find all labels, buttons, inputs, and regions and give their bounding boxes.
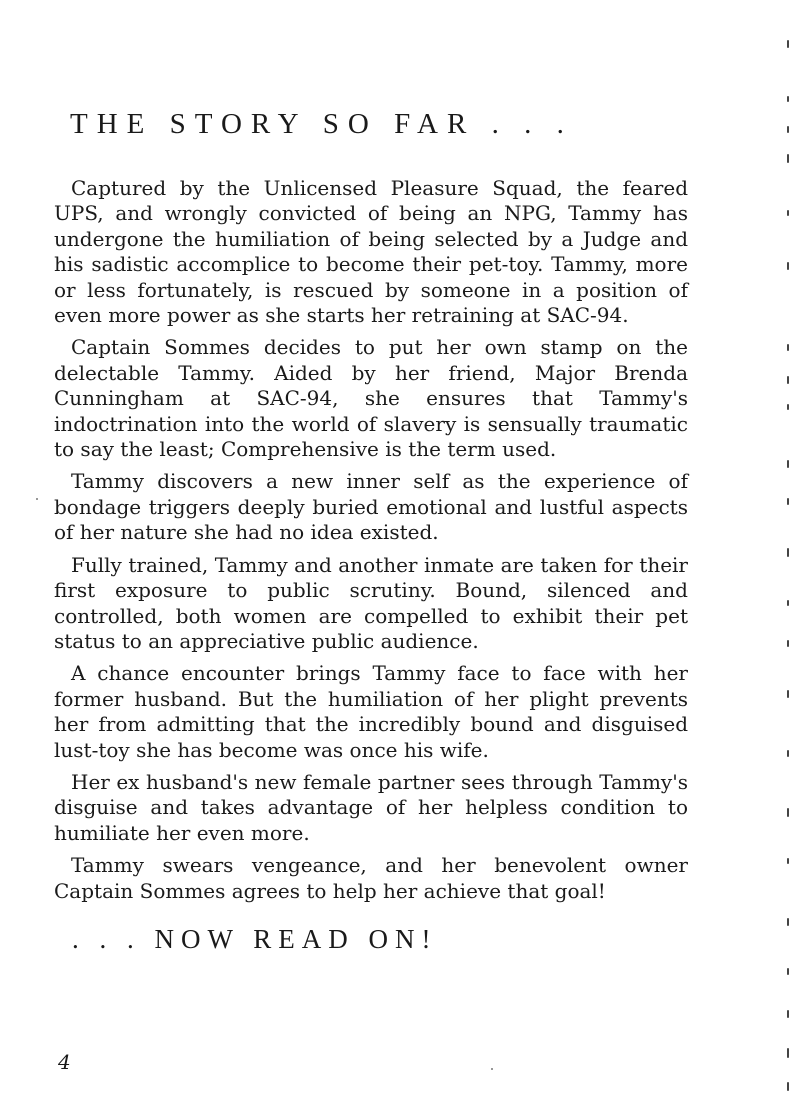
summary-paragraph: Her ex husband's new female partner sees through Tammy's disguise and takes advantage of her helpless condition to humiliate her even more.	[54, 769, 688, 845]
summary-paragraph: A chance encounter brings Tammy face to face with her former husband. But the humiliation of her plight prevents her from admitting that the incredibly bound and disguised lust-toy she has become was once his wife.	[54, 661, 688, 762]
story-summary	[54, 176, 688, 911]
summary-paragraph: Fully trained, Tammy and another inmate are taken for their first exposure to public scrutiny. Bound, silenced and controlled, both women are compelled to exhibit their pet status to an appreciative public audience.	[54, 552, 688, 653]
page-number: 4	[58, 1050, 71, 1074]
summary-paragraph: Tammy swears vengeance, and her benevolent owner Captain Sommes agrees to help her achieve that goal!	[54, 853, 688, 903]
summary-paragraph: Captain Sommes decides to put her own stamp on the delectable Tammy. Aided by her friend, Major Brenda Cunningham at SAC-94, she ensures that Tammy's indoctrination into the world of slavery is sensually traumatic to say the least; Comprehensive is the term used.	[54, 335, 688, 462]
summary-paragraph: Tammy discovers a new inner self as the experience of bondage triggers deeply buried emotional and lustful aspects of her nature she had no idea existed.	[54, 469, 688, 545]
scan-edge-marks	[787, 0, 794, 1120]
closing-line: . . . NOW READ ON!	[72, 924, 438, 954]
summary-paragraph: Captured by the Unlicensed Pleasure Squad, the feared UPS, and wrongly convicted of being an NPG, Tammy has undergone the humiliation of being selected by a Judge and his sadistic accomplice to become their pet-toy. Tammy, more or less fortunately, is rescued by someone in a position of even more power as she starts her retraining at SAC-94.	[54, 176, 688, 328]
scan-speck	[491, 1068, 493, 1070]
scan-speck	[36, 498, 38, 500]
page-heading: THE STORY SO FAR . . .	[70, 108, 573, 140]
